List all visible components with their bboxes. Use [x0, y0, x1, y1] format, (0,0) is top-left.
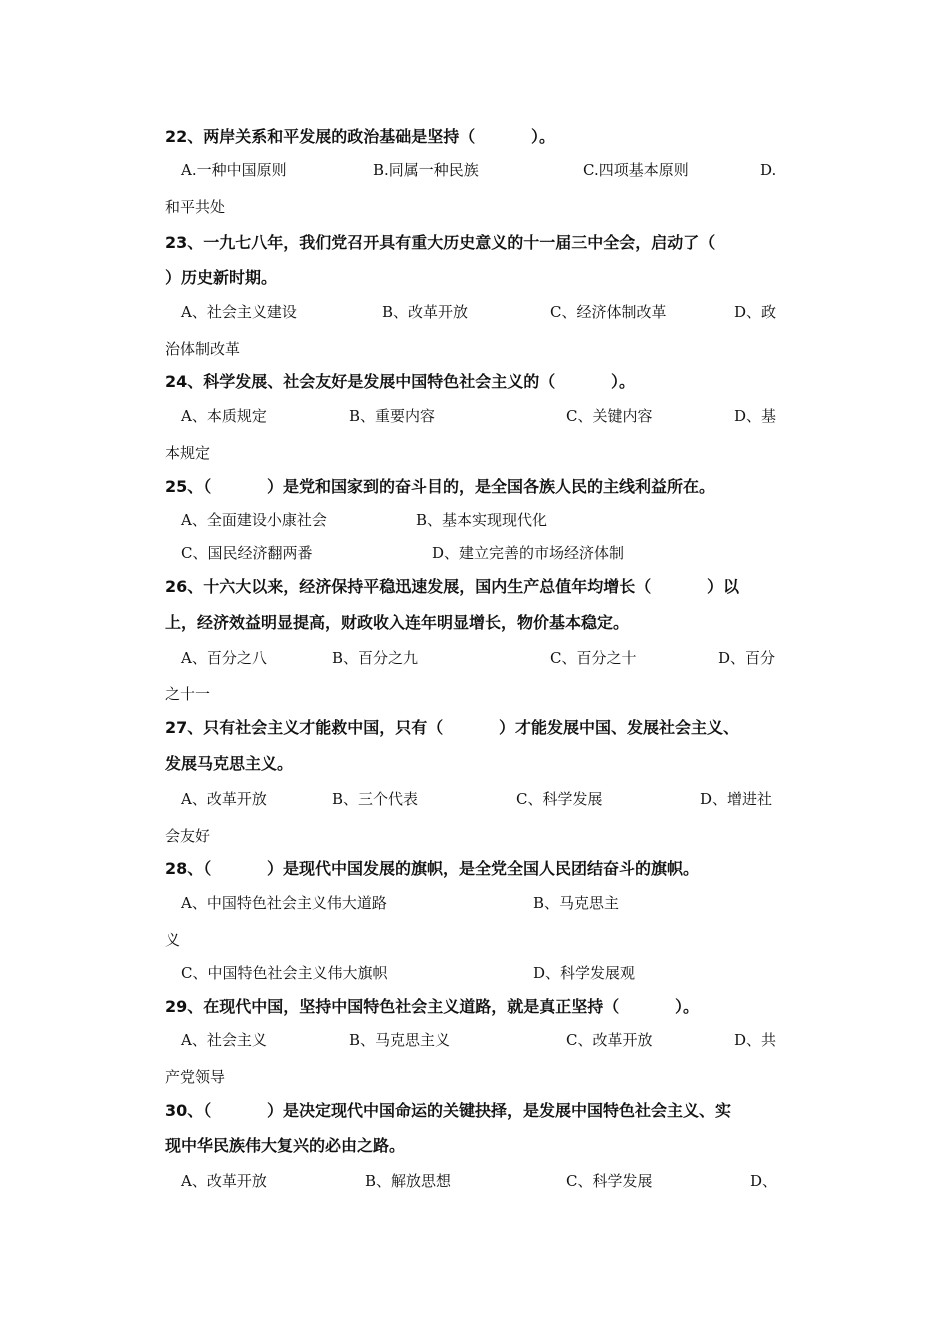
question-stem: 30、（ ）是决定现代中国命运的关键抉择，是发展中国特色社会主义、实 — [165, 1101, 731, 1120]
option-d: D、建立完善的市场经济体制 — [432, 544, 625, 562]
option-d-continued: 会友好 — [165, 827, 211, 845]
option-c: C、科学发展 — [566, 1172, 653, 1190]
option-d: D、百分 — [718, 649, 776, 667]
option-b: B、改革开放 — [382, 303, 469, 321]
question-stem: 24、科学发展、社会友好是发展中国特色社会主义的（ ）。 — [165, 372, 635, 391]
option-a: A、全面建设小康社会 — [181, 511, 327, 529]
option-c: C.四项基本原则 — [583, 161, 689, 179]
option-b: B、马克思主义 — [349, 1031, 451, 1049]
option-a: A、中国特色社会主义伟大道路 — [181, 894, 387, 912]
question-stem-continued: 上，经济效益明显提高，财政收入连年明显增长，物价基本稳定。 — [165, 613, 630, 632]
option-c: C、科学发展 — [516, 790, 603, 808]
question-stem: 26、十六大以来，经济保持平稳迅速发展，国内生产总值年均增长（ ）以 — [165, 577, 739, 596]
option-c: C、关键内容 — [566, 407, 653, 425]
option-b: B.同属一种民族 — [373, 161, 479, 179]
question-stem: 27、只有社会主义才能救中国，只有（ ）才能发展中国、发展社会主义、 — [165, 718, 739, 737]
option-b: B、马克思主 — [533, 894, 620, 912]
question-stem: 23、一九七八年，我们党召开具有重大历史意义的十一届三中全会，启动了（ — [165, 233, 716, 252]
question-stem: 22、两岸关系和平发展的政治基础是坚持（ ）。 — [165, 127, 555, 146]
option-a: A.一种中国原则 — [181, 161, 287, 179]
option-c: C、国民经济翻两番 — [181, 544, 313, 562]
option-a: A、社会主义 — [181, 1031, 267, 1049]
option-d: D、科学发展观 — [533, 964, 636, 982]
option-d: D、增进社 — [700, 790, 773, 808]
option-b: B、基本实现现代化 — [416, 511, 548, 529]
question-stem: 29、在现代中国，坚持中国特色社会主义道路，就是真正坚持（ ）。 — [165, 997, 699, 1016]
option-b: B、重要内容 — [349, 407, 436, 425]
option-a: A、百分之八 — [181, 649, 267, 667]
option-a: A、改革开放 — [181, 1172, 267, 1190]
option-d: D. — [760, 161, 777, 179]
option-d-continued: 治体制改革 — [165, 340, 241, 358]
option-d: D、政 — [734, 303, 777, 321]
option-a: A、本质规定 — [181, 407, 267, 425]
option-b: B、百分之九 — [332, 649, 419, 667]
option-c: C、中国特色社会主义伟大旗帜 — [181, 964, 388, 982]
question-stem: 25、（ ）是党和国家到的奋斗目的，是全国各族人民的主线利益所在。 — [165, 477, 715, 496]
option-d-continued: 本规定 — [165, 444, 211, 462]
option-b: B、三个代表 — [332, 790, 419, 808]
option-d: D、 — [750, 1172, 778, 1190]
option-d: D、基 — [734, 407, 777, 425]
option-d-continued: 产党领导 — [165, 1068, 226, 1086]
option-b: B、解放思想 — [365, 1172, 452, 1190]
option-d-continued: 和平共处 — [165, 198, 226, 216]
option-c: C、经济体制改革 — [550, 303, 667, 321]
question-stem-continued: 现中华民族伟大复兴的必由之路。 — [165, 1136, 406, 1155]
option-d-continued: 之十一 — [165, 685, 211, 703]
question-stem-continued: 发展马克思主义。 — [165, 754, 294, 773]
option-a: A、改革开放 — [181, 790, 267, 808]
option-a: A、社会主义建设 — [181, 303, 297, 321]
option-c: C、百分之十 — [550, 649, 637, 667]
question-stem-continued: ）历史新时期。 — [165, 268, 278, 287]
option-b-continued: 义 — [165, 931, 181, 949]
option-c: C、改革开放 — [566, 1031, 653, 1049]
option-d: D、共 — [734, 1031, 777, 1049]
question-stem: 28、（ ）是现代中国发展的旗帜，是全党全国人民团结奋斗的旗帜。 — [165, 859, 699, 878]
